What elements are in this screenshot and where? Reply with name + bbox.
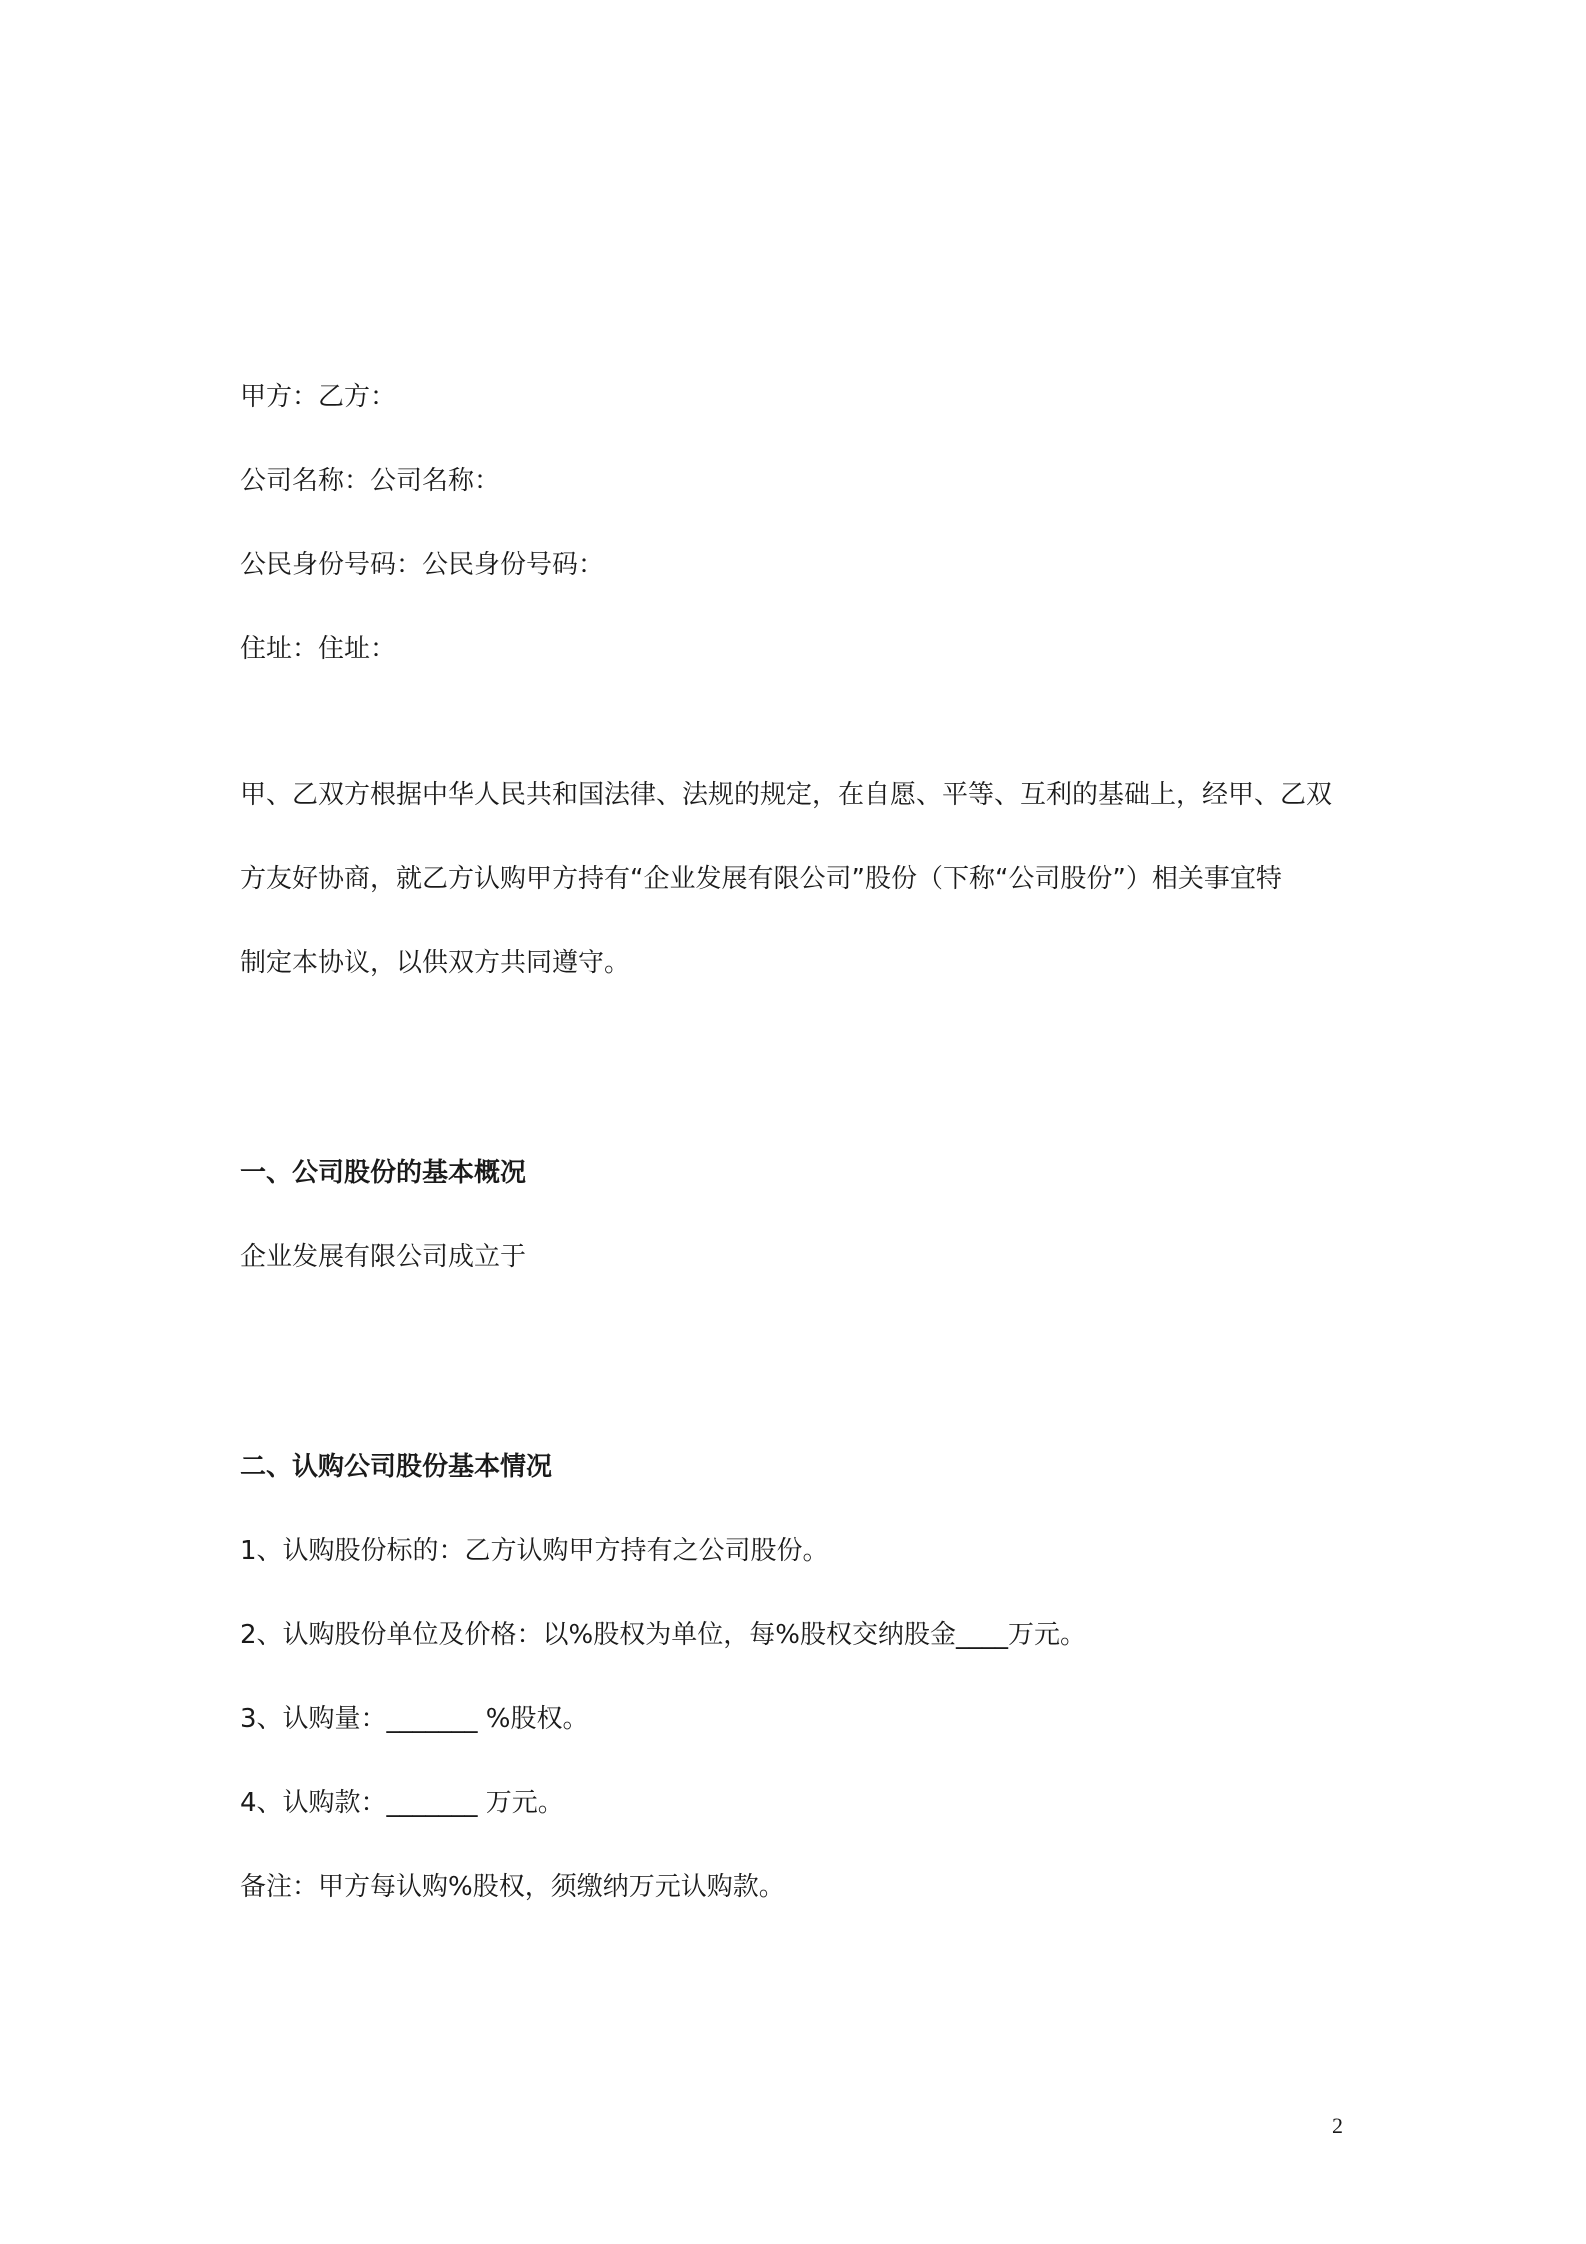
section-2-item-2: 2、认购股份单位及价格：以%股权为单位，每%股权交纳股金____万元。 — [240, 1620, 1086, 1650]
section-2-item-4: 4、认购款：_______ 万元。 — [240, 1788, 564, 1818]
section-2-item-1: 1、认购股份标的：乙方认购甲方持有之公司股份。 — [240, 1536, 829, 1566]
section-1-body: 企业发展有限公司成立于 — [240, 1242, 527, 1272]
section-2-item-3: 3、认购量：_______ %股权。 — [240, 1704, 589, 1734]
intro-line-1: 甲、乙双方根据中华人民共和国法律、法规的规定，在自愿、平等、互利的基础上，经甲、乙双 — [240, 780, 1333, 810]
page-number: 2 — [1332, 2113, 1343, 2138]
address-line: 住址：住址： — [240, 634, 397, 664]
section-2-heading: 二、认购公司股份基本情况 — [240, 1452, 553, 1482]
intro-line-2: 方友好协商，就乙方认购甲方持有“企业发展有限公司”股份（下称“公司股份”）相关事宜特 — [240, 864, 1282, 894]
party-line: 甲方：乙方： — [240, 382, 397, 412]
intro-line-3: 制定本协议，以供双方共同遵守。 — [240, 948, 631, 978]
section-1-heading: 一、公司股份的基本概况 — [240, 1158, 527, 1188]
section-2-note: 备注：甲方每认购%股权，须缴纳万元认购款。 — [240, 1872, 785, 1902]
citizen-id-line: 公民身份号码：公民身份号码： — [240, 550, 605, 580]
company-name-line: 公司名称：公司名称： — [240, 466, 501, 496]
